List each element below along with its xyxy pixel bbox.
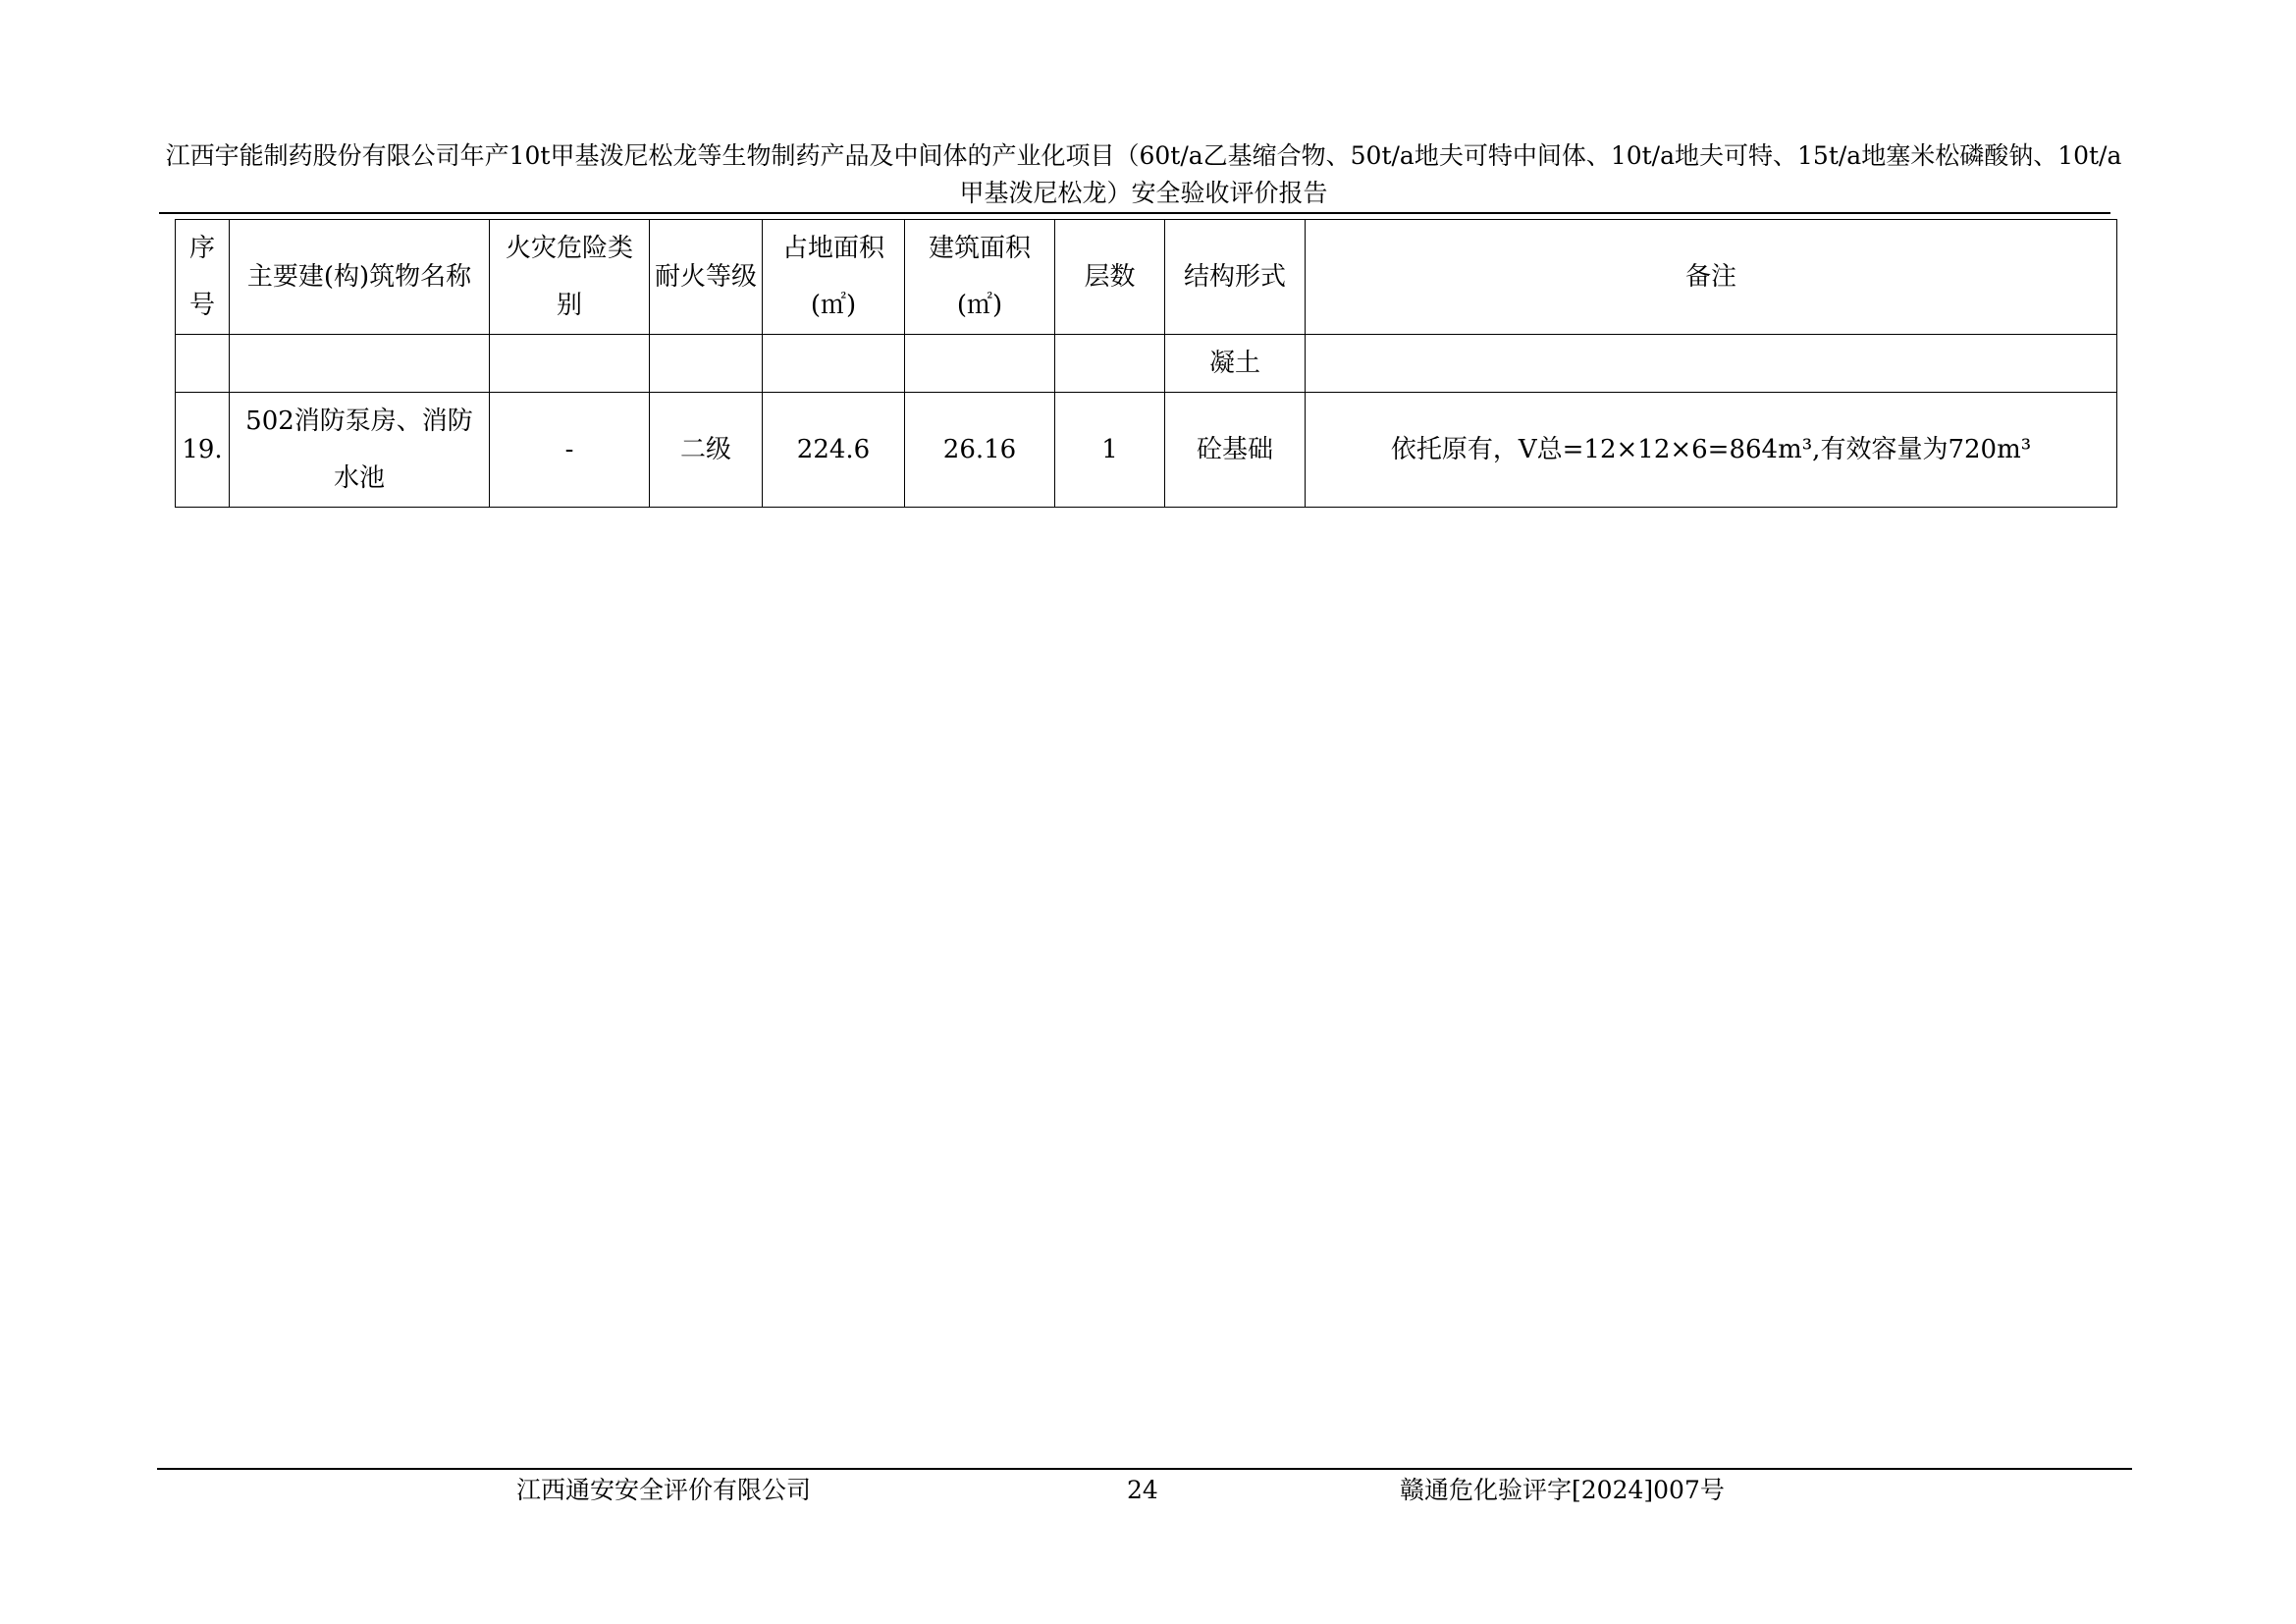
cell-seq: 19.	[176, 393, 230, 508]
table-row	[176, 393, 2117, 508]
footer-divider	[157, 1468, 2132, 1470]
header-fire-grade: 耐火等级	[650, 220, 763, 335]
cell-name	[230, 335, 490, 393]
cell-seq	[176, 335, 230, 393]
building-table	[175, 219, 2117, 508]
report-header-title: 江西宇能制药股份有限公司年产10t甲基泼尼松龙等生物制药产品及中间体的产业化项目（60t/a乙基缩合物、50t/a地夫可特中间体、10t/a地夫可特、15t/a地塞米松磷酸钠、10t/a甲基泼尼松龙）安全验收评价报告	[165, 141, 2122, 207]
cell-land-area	[763, 335, 905, 393]
header-land-area: 占地面积(㎡)	[763, 220, 905, 335]
header-structure: 结构形式	[1165, 220, 1306, 335]
cell-floors: 1	[1055, 393, 1165, 508]
cell-fire-grade: 二级	[650, 393, 763, 508]
page-number: 24	[1127, 1476, 1158, 1504]
cell-remark	[1306, 335, 2117, 393]
table-row	[176, 335, 2117, 393]
cell-fire-class: -	[490, 393, 650, 508]
cell-floors	[1055, 335, 1165, 393]
header-divider	[159, 212, 2110, 214]
footer-company: 江西通安安全评价有限公司	[516, 1476, 812, 1504]
header-name: 主要建(构)筑物名称	[230, 220, 490, 335]
header-build-area: 建筑面积(㎡)	[905, 220, 1055, 335]
cell-name: 502消防泵房、消防水池	[230, 393, 490, 508]
document-code: 赣通危化验评字[2024]007号	[1400, 1476, 1725, 1504]
header-seq: 序号	[176, 220, 230, 335]
cell-build-area	[905, 335, 1055, 393]
cell-fire-grade	[650, 335, 763, 393]
header-remark: 备注	[1306, 220, 2117, 335]
header-floors: 层数	[1055, 220, 1165, 335]
cell-remark: 依托原有，V总=12×12×6=864m³,有效容量为720m³	[1306, 393, 2117, 508]
cell-structure: 凝土	[1165, 335, 1306, 393]
cell-build-area: 26.16	[905, 393, 1055, 508]
header-fire-class: 火灾危险类别	[490, 220, 650, 335]
cell-structure: 砼基础	[1165, 393, 1306, 508]
cell-fire-class	[490, 335, 650, 393]
cell-land-area: 224.6	[763, 393, 905, 508]
table-header-row	[176, 220, 2117, 335]
